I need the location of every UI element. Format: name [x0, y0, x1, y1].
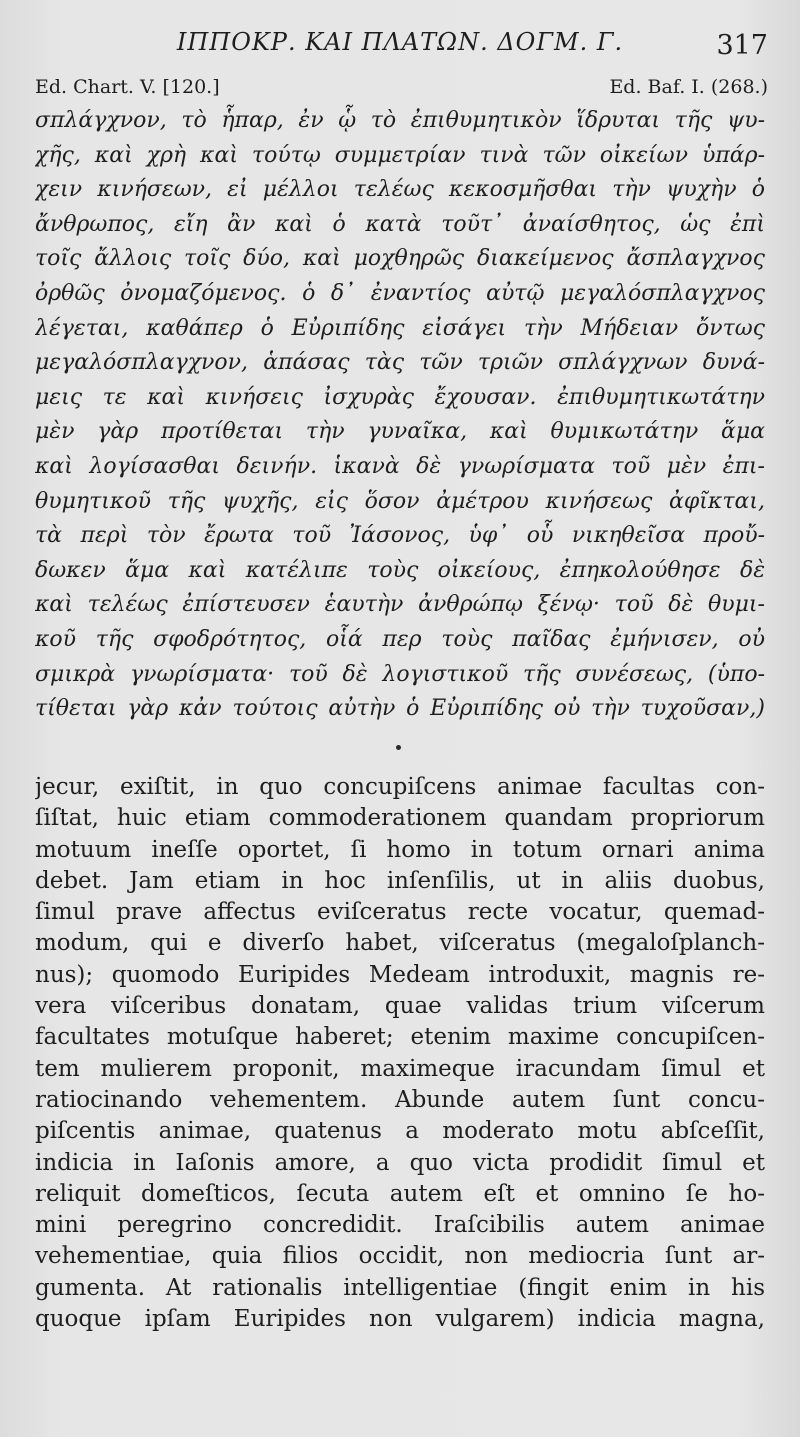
greek-text-line: κοῦ τῆς σφοδρότητος, οἷά περ τοὺς παῖδας ἐμήνισεν, οὐ — [35, 626, 765, 652]
greek-text-line: καὶ τελέως ἐπίστευσεν ἑαυτὴν ἀνθρώπῳ ξένῳ· τοῦ δὲ θυμι- — [35, 592, 765, 618]
page-number: 317 — [716, 30, 768, 61]
greek-text-line: λέγεται, καθάπερ ὁ Εὐριπίδης εἰσάγει τὴν Μήδειαν ὄντως — [35, 315, 765, 341]
latin-text-line: nus); quomodo Euripides Medeam introduxit, magnis re- — [35, 961, 765, 988]
latin-text-line: tem mulierem proponit, maximeque iracundam ſimul et — [35, 1055, 765, 1082]
latin-text-line: modum, qui e diverſo habet, viſceratus (megaloſplanch- — [35, 930, 765, 957]
edition-reference-right: Ed. Baf. I. (268.) — [609, 76, 768, 98]
greek-text-line: τοῖς ἄλλοις τοῖς δύο, καὶ μοχθηρῶς διακείμενος ἄσπλαγχνος — [35, 246, 765, 272]
greek-text-line: ἄνθρωπος, εἴη ἂν καὶ ὁ κατὰ τοῦτ᾽ ἀναίσθητος, ὡς ἐπὶ — [35, 211, 765, 237]
greek-text-line: χειν κινήσεων, εἰ μέλλοι τελέως κεκοσμῆσθαι τὴν ψυχὴν ὁ — [35, 177, 765, 203]
latin-text-line: vera viſceribus donatam, quae validas trium viſcerum — [35, 993, 765, 1020]
latin-text-line: ſiſtat, huic etiam commoderationem quandam propriorum — [35, 805, 765, 832]
greek-text-line: χῆς, καὶ χρὴ καὶ τούτῳ συμμετρίαν τινὰ τῶν οἰκείων ὑπάρ- — [35, 142, 765, 168]
section-separator-dot — [396, 745, 401, 750]
greek-text-line: σμικρὰ γνωρίσματα· τοῦ δὲ λογιστικοῦ τῆς συνέσεως, (ὑπο- — [35, 661, 765, 687]
latin-text-line: ſimul prave affectus eviſceratus recte vocatur, quemad- — [35, 899, 765, 926]
greek-text-line: δωκεν ἅμα καὶ κατέλιπε τοὺς οἰκείους, ἐπηκολούθησε δὲ — [35, 557, 765, 583]
latin-text-line: jecur, exiſtit, in quo concupiſcens animae facultas con- — [35, 774, 765, 800]
latin-text-line: indicia in Iaſonis amore, a quo victa prodidit ſimul et — [35, 1149, 765, 1176]
latin-text-line: vehementiae, quia filios occidit, non mediocria ſunt ar- — [35, 1243, 765, 1270]
greek-text-line: ὀρθῶς ὀνομαζόμενος. ὁ δ᾽ ἐναντίος αὐτῷ μεγαλόσπλαγχνος — [35, 280, 765, 306]
latin-text-line: gumenta. At rationalis intelligentiae (fingit enim in his — [35, 1274, 765, 1301]
latin-text-line: quoque ipſam Euripides non vulgarem) indicia magna, — [35, 1306, 765, 1333]
latin-text-block — [35, 772, 765, 1335]
latin-text-line: piſcentis animae, quatenus a moderato motu abſceſſit, — [35, 1118, 765, 1145]
greek-text-line: θυμητικοῦ τῆς ψυχῆς, εἰς ὅσον ἀμέτρου κινήσεως ἀφῖκται, — [35, 488, 765, 514]
greek-text-line: σπλάγχνον, τὸ ἧπαρ, ἐν ᾧ τὸ ἐπιθυμητικὸν ἵδρυται τῆς ψυ- — [35, 108, 765, 133]
greek-text-line: τὰ περὶ τὸν ἔρωτα τοῦ Ἰάσονος, ὑφ᾽ οὗ νικηθεῖσα προὔ- — [35, 523, 765, 549]
greek-text-line: μεις τε καὶ κινήσεις ἰσχυρὰς ἔχουσαν. ἐπιθυμητικωτάτην — [35, 384, 765, 410]
latin-text-line: mini peregrino concredidit. Iraſcibilis autem animae — [35, 1212, 765, 1239]
latin-text-line: motuum ineſſe oportet, ſi homo in totum ornari anima — [35, 836, 765, 863]
greek-text-block — [35, 104, 765, 727]
latin-text-line: ratiocinando vehementem. Abunde autem ſunt concu- — [35, 1086, 765, 1113]
edition-reference-left: Ed. Chart. V. [120.] — [35, 76, 220, 98]
latin-text-line: debet. Jam etiam in hoc inſenſilis, ut in aliis duobus, — [35, 867, 765, 894]
latin-text-line: facultates motuſque haberet; etenim maxime concupiſcen- — [35, 1024, 765, 1051]
greek-text-line: μὲν γὰρ προτίθεται τὴν γυναῖκα, καὶ θυμικωτάτην ἅμα — [35, 419, 765, 445]
latin-text-line: reliquit domeſticos, ſecuta autem eſt et omnino ſe ho- — [35, 1180, 765, 1207]
greek-text-line: τίθεται γὰρ κἀν τούτοις αὐτὴν ὁ Εὐριπίδης οὐ τὴν τυχοῦσαν,) — [35, 696, 765, 722]
greek-text-line: καὶ λογίσασθαι δεινήν. ἱκανὰ δὲ γνωρίσματα τοῦ μὲν ἐπι- — [35, 453, 765, 479]
running-head: ΙΠΠΟΚΡ. ΚΑΙ ΠΛΑΤΩΝ. ΔΟΓΜ. Γ. — [176, 28, 624, 56]
greek-text-line: μεγαλόσπλαγχνον, ἁπάσας τὰς τῶν τριῶν σπλάγχνων δυνά- — [35, 350, 765, 376]
